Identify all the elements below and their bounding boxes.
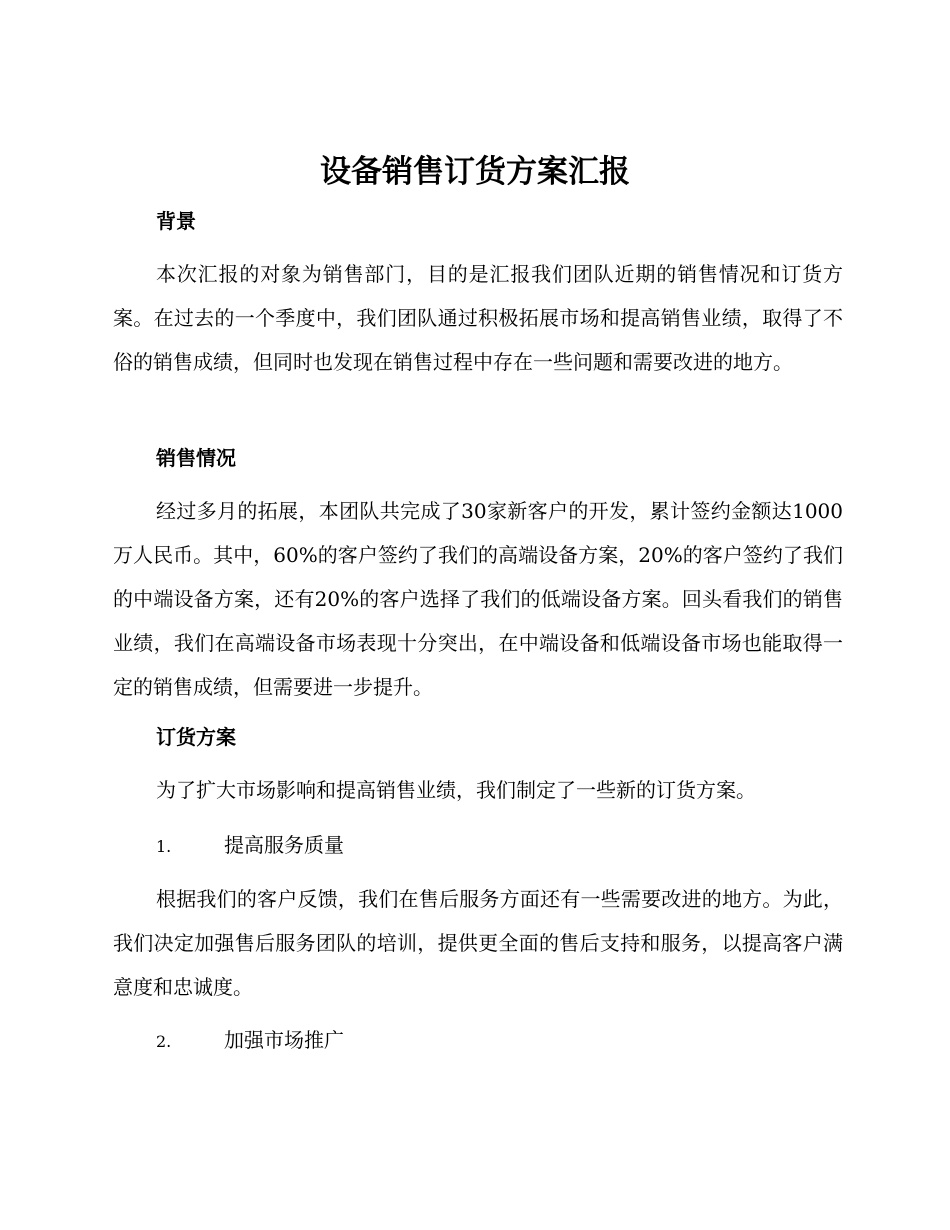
document-title: 设备销售订货方案汇报 [320,154,630,190]
section-heading-background: 背景 [156,209,196,233]
list-item-market-promotion [156,1025,344,1057]
sales-paragraph: 经过多月的拓展，本团队共完成了30家新客户的开发，累计签约金额达1000万人民币。其中，60%的客户签约了我们的高端设备方案，20%的客户签约了我们的中端设备方案，还有20%的客户选择了我们的低端设备方案。回头看我们的销售业绩，我们在高端设备市场表现十分突出，在中端设备和低端设备市场也能取得一定的销售成绩，但需要进一步提升。 [113,499,843,699]
list-item-label: 提高服务质量 [224,833,344,857]
section-heading-ordering: 订货方案 [156,725,236,749]
background-paragraph: 本次汇报的对象为销售部门，目的是汇报我们团队近期的销售情况和订货方案。在过去的一个季度中，我们团队通过积极拓展市场和提高销售业绩，取得了不俗的销售成绩，但同时也发现在销售过程中存在一些问题和需要改进的地方。 [113,262,843,374]
list-item-label: 加强市场推广 [224,1028,344,1052]
ordering-intro-paragraph: 为了扩大市场影响和提高销售业绩，我们制定了一些新的订货方案。 [156,778,756,802]
list-item-service-quality [156,830,344,862]
section-heading-sales: 销售情况 [156,446,236,470]
list-item-number: 2. [156,1032,172,1051]
list-item-number: 1. [156,837,172,856]
service-quality-paragraph: 根据我们的客户反馈，我们在售后服务方面还有一些需要改进的地方。为此，我们决定加强售后服务团队的培训，提供更全面的售后支持和服务，以提高客户满意度和忠诚度。 [113,887,843,999]
